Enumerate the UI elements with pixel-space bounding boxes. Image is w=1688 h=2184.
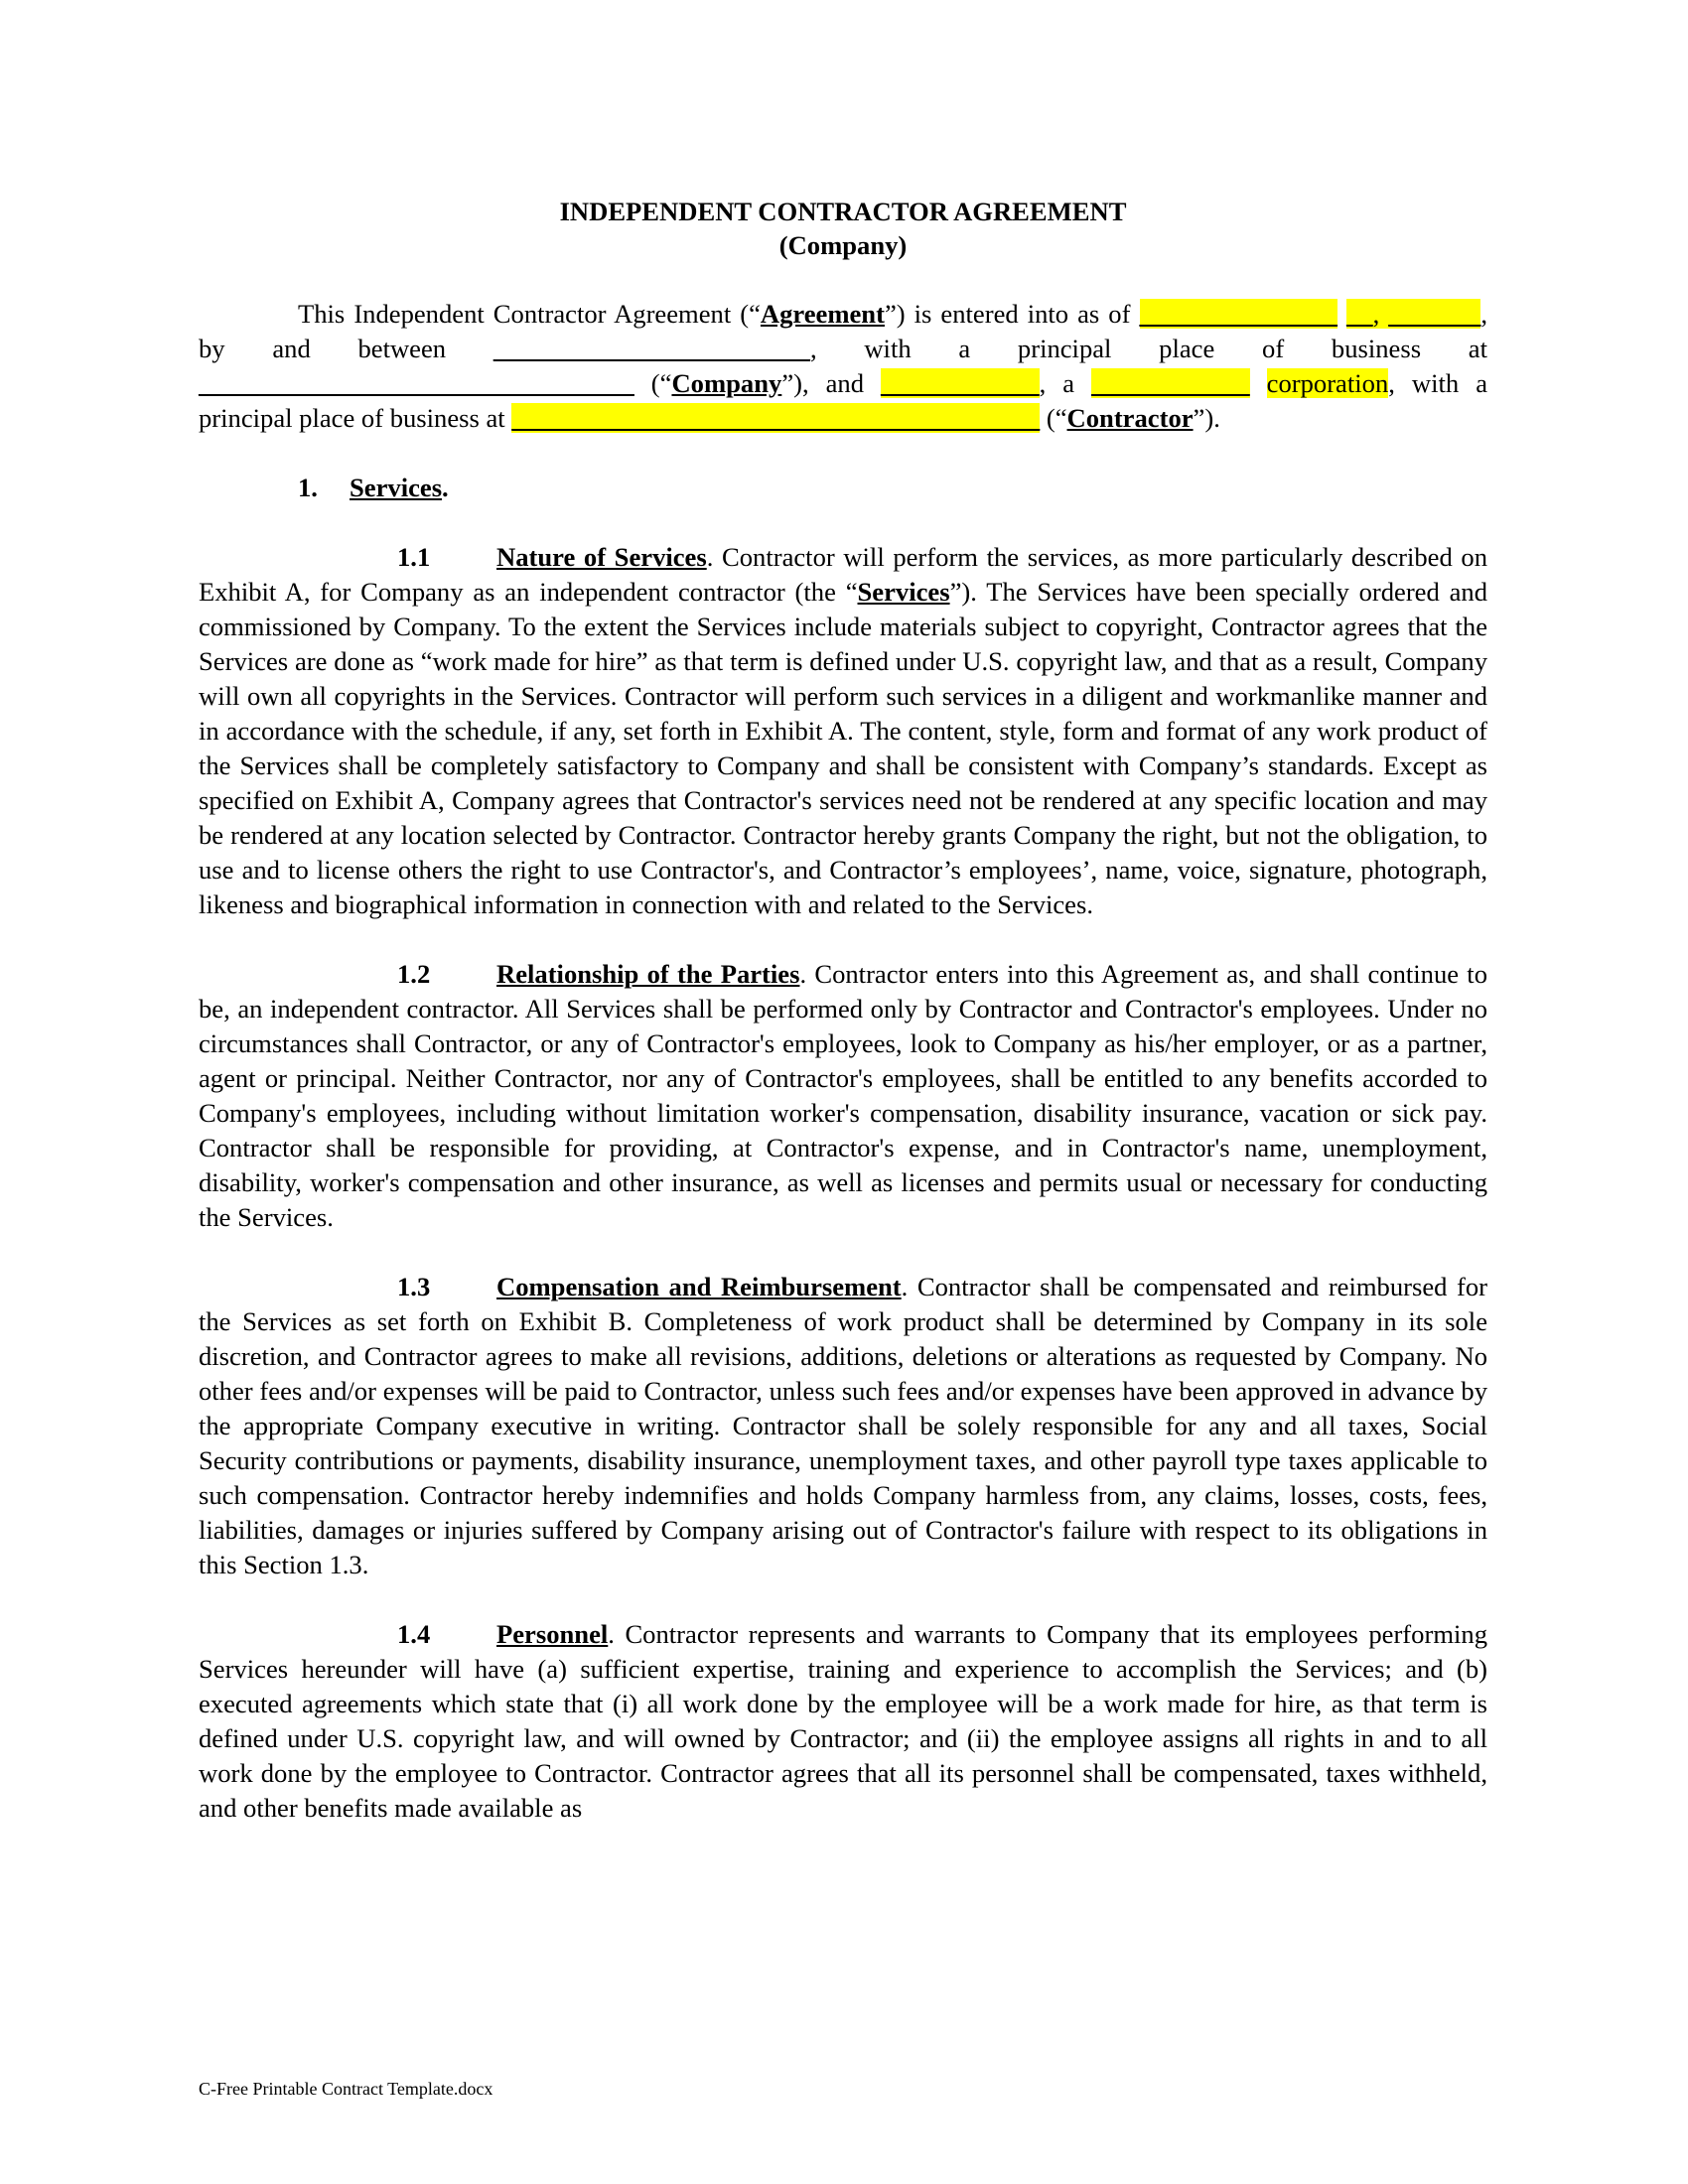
subsection-title: Nature of Services: [496, 542, 707, 572]
subsection-title: Compensation and Reimbursement: [496, 1272, 902, 1301]
document-title: INDEPENDENT CONTRACTOR AGREEMENT: [559, 197, 1127, 226]
company-address-blank-field[interactable]: _________________________________: [199, 368, 634, 398]
contractor-name-blank-field[interactable]: ____________: [881, 368, 1040, 398]
section-1-3-paragraph: 1.3 Compensation and Reimbursement. Contractor shall be compensated and reimbursed for the Services as set forth on Exhibit B. Completeness of work product shall be determined by Company in its sole discretion, and Contractor agrees to make all revisions, additions, deletions or alterations as requested by Company. No other fees and/or expenses will be paid to Contractor, unless such fees and/or expenses have been approved in advance by the appropriate Company executive in writing. Contractor shall be solely responsible for any and all taxes, Social Security contributions or payments, disability insurance, unemployment taxes, and other payroll type taxes applicable to such compensation. Contractor hereby indemnifies and holds Company harmless from, any claims, losses, costs, fees, liabilities, damages or injuries suffered by Company arising out of Contractor's failure with respect to its obligations in this Section 1.3.: [199, 1272, 1487, 1579]
section-title: Services: [350, 473, 443, 502]
date-blank-field[interactable]: _______________: [1139, 299, 1337, 329]
defined-term-contractor: Contractor: [1066, 403, 1194, 433]
subsection-number: 1.2: [397, 959, 431, 989]
subsection-title: Personnel: [496, 1619, 609, 1649]
section-1-4-paragraph: 1.4 Personnel. Contractor represents and warrants to Company that its employees performing Services hereunder will have (a) sufficient expertise, training and experience to accomplish the Services; and (b) executed agreements which state that (i) all work done by the employee will be a work made for hire, as that term is defined under U.S. copyright law, and will owned by Contractor; and (ii) the employee assigns all rights in and to all work done by the employee to Contractor. Contractor agrees that all its personnel shall be compensated, taxes withheld, and other benefits made available as: [199, 1619, 1487, 1823]
intro-paragraph: This Independent Contractor Agreement (“Agreement”) is entered into as of _______________ __, _______, by and between ________________________, with a principal place of business at _________________________________ (“Company”), and ____________, a ____________ corporation, with a principal place of business at ________________________________________ (“Contractor”).: [199, 299, 1488, 433]
subsection-number: 1.3: [397, 1272, 431, 1301]
page-footer-filename: C-Free Printable Contract Template.docx: [199, 2079, 493, 2099]
document-page: [199, 195, 1487, 1826]
section-number: 1.: [298, 473, 318, 502]
entity-type-field[interactable]: corporation: [1266, 368, 1389, 398]
section-1-heading: 1. Services.: [199, 471, 1487, 505]
year-blank-field[interactable]: _______: [1388, 299, 1481, 329]
subsection-number: 1.4: [397, 1619, 431, 1649]
section-1-2-paragraph: 1.2 Relationship of the Parties. Contractor enters into this Agreement as, and shall continue to be, an independent contractor. All Services shall be performed only by Contractor and Contractor's employees. Under no circumstances shall Contractor, or any of Contractor's employees, look to Company as his/her employer, or as a partner, agent or principal. Neither Contractor, nor any of Contractor's employees, shall be entitled to any benefits accorded to Company's employees, including without limitation worker's compensation, disability insurance, vacation or sick pay. Contractor shall be responsible for providing, at Contractor's expense, and in Contractor's name, unemployment, disability, worker's compensation and other insurance, as well as licenses and permits usual or necessary for conducting the Services.: [199, 959, 1487, 1232]
company-name-blank-field[interactable]: ________________________: [492, 334, 810, 363]
state-blank-field[interactable]: ____________: [1091, 368, 1250, 398]
defined-term-company: Company: [671, 368, 782, 398]
defined-term-agreement: Agreement: [760, 299, 885, 329]
document-subtitle: (Company): [778, 230, 908, 260]
subsection-title: Relationship of the Parties: [496, 959, 800, 989]
section-1-1-paragraph: 1.1 Nature of Services. Contractor will perform the services, as more particularly described on Exhibit A, for Company as an independent contractor (the “Services”). The Services have been specially ordered and commissioned by Company. To the extent the Services include materials subject to copyright, Contractor agrees that the Services are done as “work made for hire” as that term is defined under U.S. copyright law, and that as a result, Company will own all copyrights in the Services. Contractor will perform such services in a diligent and workmanlike manner and in accordance with the schedule, if any, set forth in Exhibit A. The content, style, form and format of any work product of the Services shall be completely satisfactory to Company and shall be consistent with Company’s standards. Except as specified on Exhibit A, Company agrees that Contractor's services need not be rendered at any specific location and may be rendered at any location selected by Contractor. Contractor hereby grants Company the right, but not the obligation, to use and to license others the right to use Contractor's, and Contractor’s employees’, name, voice, signature, photograph, likeness and biographical information in connection with and related to the Services.: [199, 542, 1487, 919]
day-blank-field[interactable]: __: [1346, 299, 1373, 329]
contractor-address-blank-field[interactable]: ________________________________________: [511, 403, 1041, 433]
defined-term-services: Services: [857, 577, 950, 607]
subsection-number: 1.1: [397, 542, 431, 572]
